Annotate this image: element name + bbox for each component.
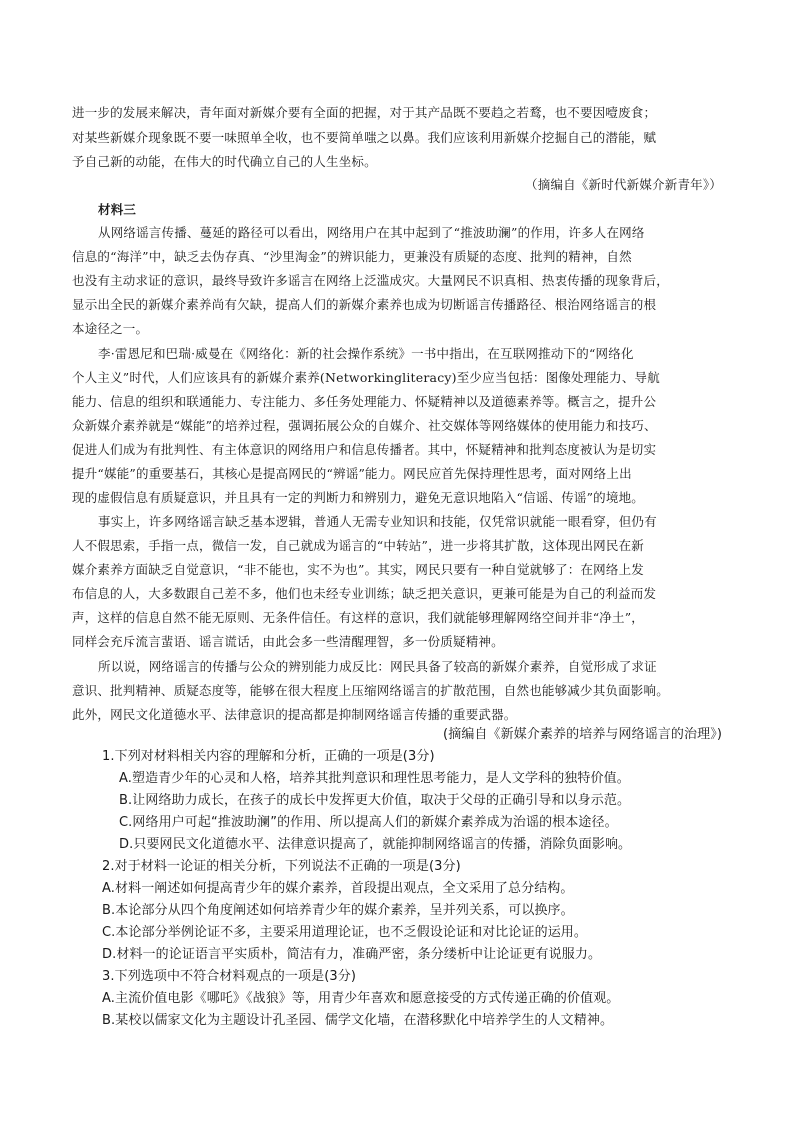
question-stem: 1.下列对材料相关内容的理解和分析，正确的一项是(3分) bbox=[102, 749, 435, 764]
option-d: D.材料一的论证语言平实质朴，简洁有力，准确严密，条分缕析中让论证更有说服力。 bbox=[102, 947, 602, 962]
text-line: 予自己新的动能，在伟大的时代确立自己的人生坐标。 bbox=[72, 154, 377, 169]
source-citation: （摘编自《新时代新媒介新青年》） bbox=[525, 177, 722, 192]
option-a: A.主流价值电影《哪吒》《战狼》等，用青少年喜欢和愿意接受的方式传递正确的价值观。 bbox=[102, 991, 620, 1006]
section-heading: 材料三 bbox=[98, 202, 137, 217]
text-line: 本途径之一。 bbox=[72, 321, 149, 336]
text-line: 众新媒介素养就是“媒能”的培养过程，强调拓展公众的自媒介、社交媒体等网络媒体的使用能力和技巧、 bbox=[72, 418, 657, 433]
text-line: 布信息的人，大多数跟自己差不多，他们也未经专业训练；缺乏把关意识，更兼可能是为自己的利益而发 bbox=[72, 586, 657, 601]
option-d: D.只要网民文化道德水平、法律意识提高了，就能抑制网络谣言的传播，消除负面影响。 bbox=[119, 837, 632, 852]
option-c: C.网络用户可起“推波助澜”的作用、所以提高人们的新媒介素养成为治谣的根本途径。 bbox=[119, 815, 618, 830]
text-line: 声，这样的信息自然不能无原则、无条件信任。有这样的意识，我们就能够理解网络空间并非“净土”， bbox=[72, 610, 644, 625]
source-citation: (摘编自《新媒介素养的培养与网络谣言的治理》) bbox=[443, 727, 722, 742]
text-line: 对某些新媒介现象既不要一味照单全收，也不要简单嗤之以鼻。我们应该利用新媒介挖掘自己的潜能，赋 bbox=[72, 130, 657, 145]
text-line: 进一步的发展来解决，青年面对新媒介要有全面的把握，对于其产品既不要趋之若鹜，也不要因噎废食； bbox=[72, 105, 657, 120]
question-stem: 3.下列选项中不符合材料观点的一项是(3分) bbox=[102, 969, 357, 984]
text-line: 信息的“海洋”中，缺乏去伪存真、“沙里淘金”的辨识能力，更兼没有质疑的态度、批判的精神，自然 bbox=[72, 249, 632, 264]
option-b: B.本论部分从四个角度阐述如何培养青少年的媒介素养，呈并列关系，可以换序。 bbox=[102, 903, 574, 918]
option-b: B.某校以儒家文化为主题设计孔圣园、儒学文化墙，在潜移默化中培养学生的人文精神。 bbox=[102, 1013, 614, 1028]
text-line: 现的虚假信息有质疑意识，并且具有一定的判断力和辨别力，避免无意识地陷入“信谣、传谣”的境地。 bbox=[72, 490, 644, 505]
text-line: 能力、信息的组织和联通能力、专注能力、多任务处理能力、怀疑精神以及道德素养等。概言之，提升公 bbox=[72, 394, 657, 409]
text-line: 提升“媒能”的重要基石，其核心是提高网民的“辨谣”能力。网民应首先保持理性思考，面对网络上出 bbox=[72, 466, 632, 481]
option-a: A.塑造青少年的心灵和人格，培养其批判意识和理性思考能力，是人文学科的独特价值。 bbox=[119, 771, 630, 786]
text-line: 李·雷恩尼和巴瑞·威曼在《网络化：新的社会操作系统》一书中指出，在互联网推动下的“网络化 bbox=[98, 346, 634, 361]
option-c: C.本论部分举例论证不多，主要采用道理论证，也不乏假设论证和对比论证的运用。 bbox=[102, 925, 588, 940]
text-line: 促进人们成为有批判性、有主体意识的网络用户和信息传播者。其中，怀疑精神和批判态度被认为是切实 bbox=[72, 442, 657, 457]
question-stem: 2.对于材料一论证的相关分析，下列说法不正确的一项是(3分) bbox=[102, 859, 461, 874]
text-line: 同样会充斥流言蜚语、谣言谎话，由此会多一些清醒理智，多一份质疑精神。 bbox=[72, 634, 504, 649]
option-b: B.让网络助力成长，在孩子的成长中发挥更大价值，取决于父母的正确引导和以身示范。 bbox=[119, 793, 631, 808]
text-line: 事实上，许多网络谣言缺乏基本逻辑，普通人无需专业知识和技能，仅凭常识就能一眼看穿，但仍有 bbox=[98, 514, 657, 529]
text-line: 意识、批判精神、质疑态度等，能够在很大程度上压缩网络谣言的扩散范围，自然也能够减少其负面影响。 bbox=[72, 683, 669, 698]
text-line: 媒介素养方面缺乏自觉意识，“非不能也，实不为也”。其实，网民只要有一种自觉就够了：在网络上发 bbox=[72, 562, 644, 577]
text-line: 个人主义”时代，人们应该具有的新媒介素养(Networkingliteracy)至少应当包括：图像处理能力、导航 bbox=[72, 370, 660, 385]
option-a: A.材料一阐述如何提高青少年的媒介素养，首段提出观点，全文采用了总分结构。 bbox=[102, 881, 574, 896]
text-line: 人不假思索，手指一点，微信一发，自己就成为谣言的“中转站”，进一步将其扩散，这体现出网民在新 bbox=[72, 538, 644, 553]
text-line: 也没有主动求证的意识，最终导致许多谣言在网络上泛滥成灾。大量网民不识真相、热衷传播的现象背后， bbox=[72, 273, 669, 288]
text-line: 所以说，网络谣言的传播与公众的辨别能力成反比：网民具备了较高的新媒介素养，自觉形成了求证 bbox=[98, 659, 657, 674]
text-line: 显示出全民的新媒介素养尚有欠缺，提高人们的新媒介素养也成为切断谣言传播路径、根治网络谣言的根 bbox=[72, 297, 657, 312]
text-line: 此外，网民文化道德水平、法律意识的提高都是抑制网络谣言传播的重要武器。 bbox=[72, 707, 517, 722]
text-line: 从网络谣言传播、蔓延的路径可以看出，网络用户在其中起到了“推波助澜”的作用，许多人在网络 bbox=[98, 225, 645, 240]
